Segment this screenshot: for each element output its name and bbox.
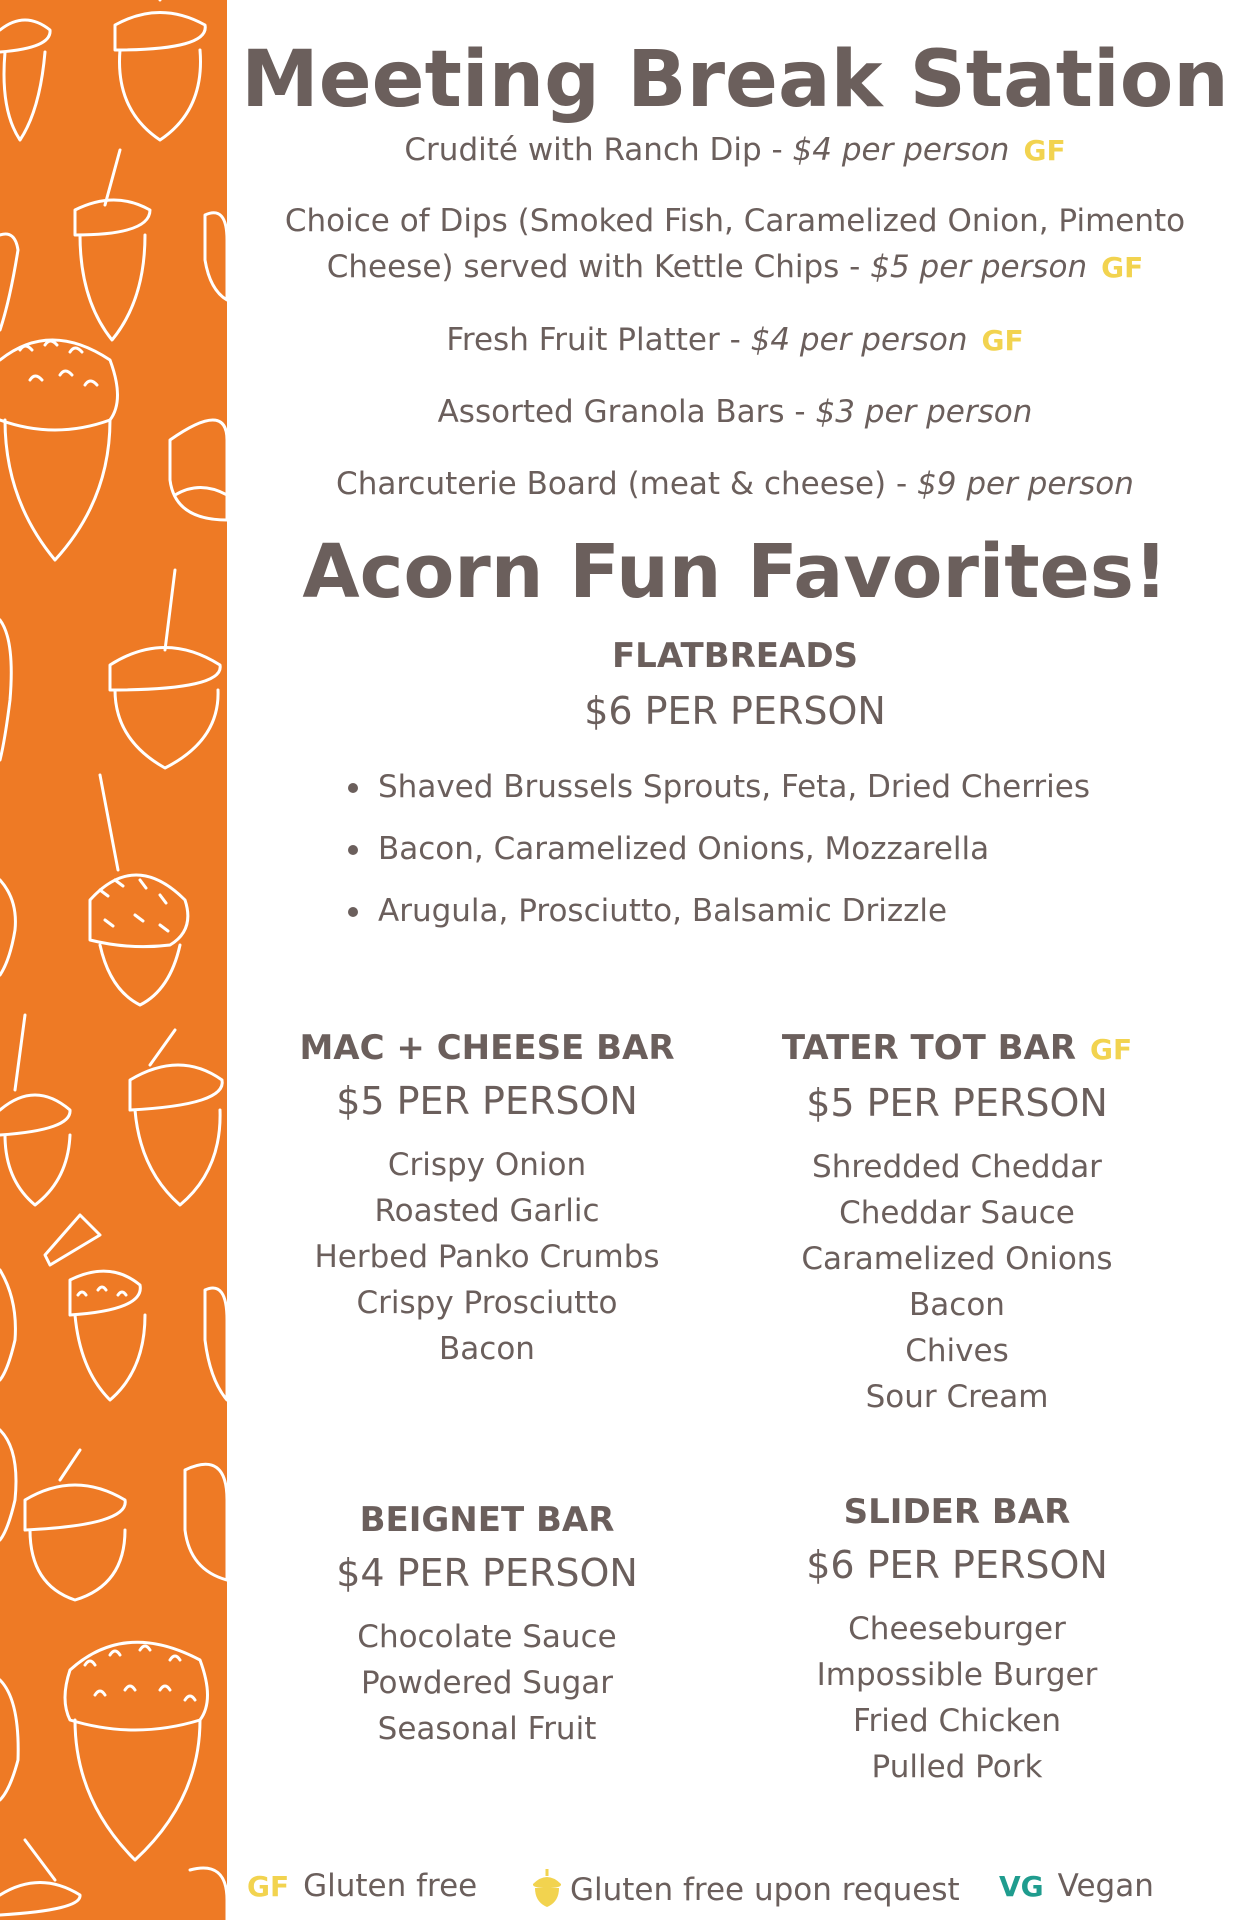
bar-title: SLIDER BAR — [843, 1492, 1071, 1532]
list-item: Bacon, Caramelized Onions, Mozzarella — [342, 818, 1090, 880]
menu-item-name: Cheese) served with Kettle Chips - — [326, 249, 871, 285]
menu-item-name: Charcuterie Board (meat & cheese) - — [336, 466, 918, 502]
menu-item — [227, 318, 1243, 363]
mac-cheese-bar — [277, 1024, 697, 1372]
menu-item — [227, 390, 1243, 434]
flatbreads-price: $6 PER PERSON — [584, 689, 886, 733]
acorn-icon — [0, 1015, 70, 1205]
legend-label: Gluten free — [303, 1868, 478, 1904]
menu-item — [227, 199, 1243, 243]
list-item: Bacon — [909, 1287, 1005, 1323]
menu-item — [227, 128, 1243, 173]
menu-item-name: Choice of Dips (Smoked Fish, Caramelized Onion, Pimento — [284, 203, 1186, 239]
bar-price: $5 PER PERSON — [336, 1079, 638, 1123]
menu-item-name: Crudité with Ranch Dip - — [404, 132, 793, 168]
legend-label: Vegan — [1057, 1868, 1154, 1904]
menu-item-price: $4 per person — [792, 132, 1010, 168]
list-item: Powdered Sugar — [360, 1665, 614, 1701]
acorn-icon — [130, 1030, 222, 1205]
acorn-icon — [0, 1840, 80, 1915]
menu-item — [227, 462, 1243, 506]
acorn-pattern-icon — [0, 0, 227, 1920]
acorn-icon — [205, 1288, 227, 1400]
tater-tot-bar — [747, 1024, 1167, 1420]
gf-badge: GF — [1090, 1033, 1133, 1066]
acorn-icon — [110, 570, 220, 768]
bar-title: BEIGNET BAR — [359, 1500, 615, 1540]
bar-price: $4 PER PERSON — [336, 1551, 638, 1595]
list-item: Cheddar Sauce — [839, 1195, 1075, 1231]
beignet-bar — [277, 1496, 697, 1752]
acorn-icon — [0, 620, 11, 760]
gf-badge: GF — [1023, 134, 1066, 167]
list-item: Fried Chicken — [852, 1703, 1062, 1739]
acorn-icon — [530, 1868, 564, 1908]
list-item: Herbed Panko Crumbs — [314, 1239, 660, 1275]
bar-title-row — [747, 1024, 1167, 1074]
acorn-icon — [0, 20, 50, 140]
gf-badge: GF — [981, 324, 1024, 357]
list-item: Impossible Burger — [816, 1657, 1098, 1693]
menu-content — [227, 0, 1243, 1920]
list-item: Arugula, Prosciutto, Balsamic Drizzle — [342, 880, 1090, 942]
list-item: Chocolate Sauce — [357, 1619, 617, 1655]
legend-gluten-free — [247, 1868, 477, 1904]
list-item: Crispy Onion — [387, 1147, 587, 1183]
acorn-icon — [170, 420, 227, 520]
list-item: Crispy Prosciutto — [356, 1285, 618, 1321]
legend-label: Gluten free upon request — [570, 1872, 960, 1908]
acorn-icon — [0, 1430, 16, 1540]
menu-item-price: $3 per person — [815, 394, 1033, 430]
gf-badge: GF — [1101, 251, 1144, 284]
slider-bar — [747, 1488, 1167, 1790]
menu-item-name: Fresh Fruit Platter - — [446, 322, 751, 358]
bar-title: MAC + CHEESE BAR — [299, 1028, 675, 1068]
acorn-icon — [25, 1450, 125, 1600]
list-item: Chives — [905, 1333, 1009, 1369]
acorn-icon — [115, 0, 205, 140]
flatbreads-title: FLATBREADS — [611, 636, 859, 676]
list-item: Pulled Pork — [871, 1749, 1043, 1785]
gf-badge: GF — [247, 1870, 290, 1903]
list-item: Caramelized Onions — [801, 1241, 1113, 1277]
list-item: Shaved Brussels Sprouts, Feta, Dried Cherries — [342, 756, 1090, 818]
acorn-icon — [0, 1680, 18, 1800]
section-heading: Acorn Fun Favorites! — [302, 529, 1168, 615]
menu-item-name: Assorted Granola Bars - — [437, 394, 816, 430]
bar-price: $6 PER PERSON — [806, 1543, 1108, 1587]
bar-price: $5 PER PERSON — [806, 1081, 1108, 1125]
list-item: Shredded Cheddar — [812, 1149, 1102, 1185]
list-item: Bacon — [439, 1331, 535, 1367]
acorn-icon — [0, 234, 18, 330]
acorn-icon — [90, 775, 188, 1005]
acorn-icon — [205, 213, 227, 300]
acorn-icon — [75, 150, 150, 340]
legend-gluten-free-request — [530, 1868, 960, 1908]
flatbreads-list — [342, 756, 1090, 942]
acorn-icon — [0, 880, 15, 975]
legend-vegan — [999, 1868, 1154, 1904]
menu-item-price: $9 per person — [917, 466, 1134, 502]
acorn-icon — [45, 1215, 145, 1400]
menu-item-price: $4 per person — [750, 322, 968, 358]
acorn-pattern-sidebar — [0, 0, 227, 1920]
acorn-icon — [185, 1464, 227, 1580]
menu-item — [227, 245, 1243, 290]
list-item: Seasonal Fruit — [377, 1711, 597, 1747]
page-title: Meeting Break Station — [241, 35, 1229, 125]
list-item: Cheeseburger — [848, 1611, 1066, 1647]
vg-badge: VG — [999, 1870, 1044, 1903]
menu-item-price: $5 per person — [870, 249, 1088, 285]
acorn-icon — [65, 1642, 208, 1860]
list-item: Sour Cream — [865, 1379, 1049, 1415]
bar-title: TATER TOT BAR — [781, 1028, 1077, 1068]
acorn-icon — [190, 1868, 227, 1920]
acorn-icon — [0, 340, 118, 560]
list-item: Roasted Garlic — [374, 1193, 600, 1229]
acorn-icon — [0, 1270, 15, 1380]
